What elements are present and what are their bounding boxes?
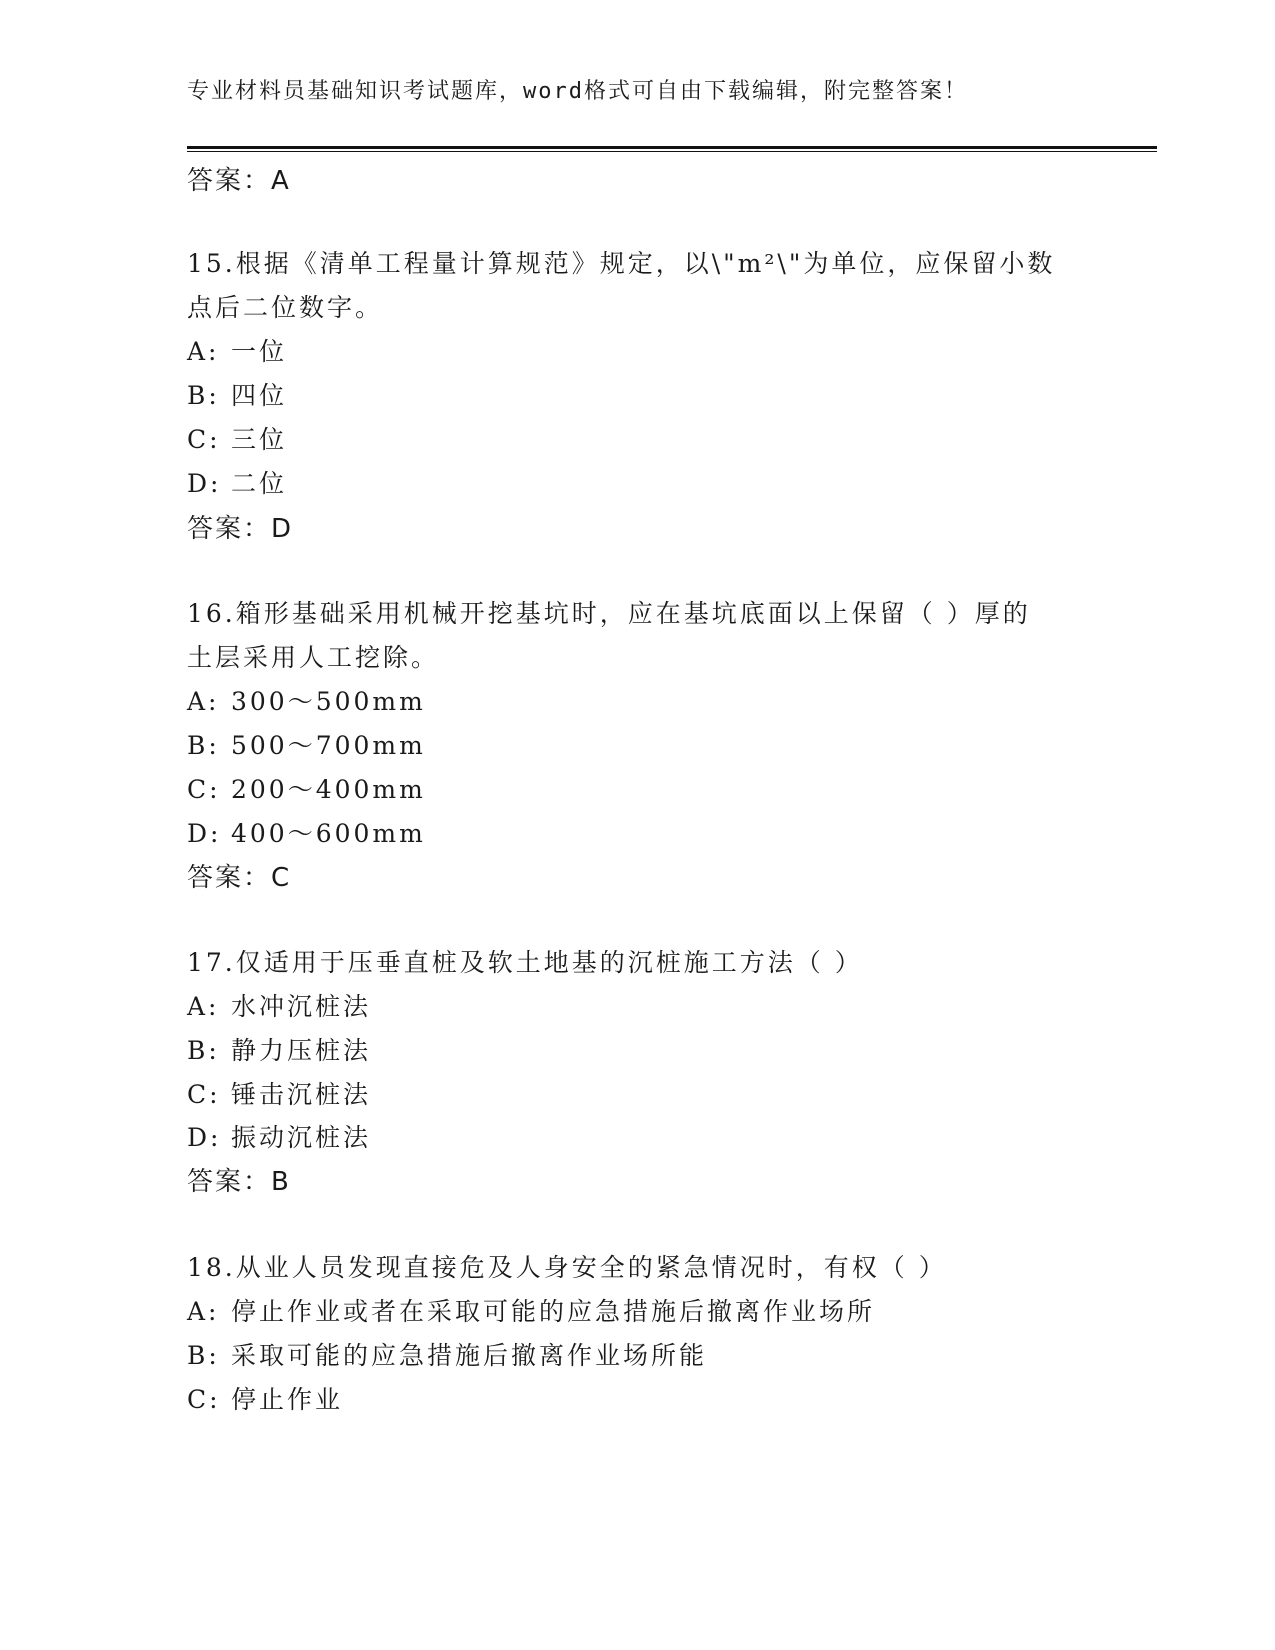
answer-17: 答案：B [187, 1167, 291, 1197]
option-label: A: [187, 337, 220, 366]
option-text: 200～400mm [231, 775, 426, 804]
option-text: 锤击沉桩法 [231, 1080, 372, 1109]
option-label: C: [187, 1080, 221, 1109]
option-text: 二位 [231, 469, 288, 498]
option-label: A: [187, 1297, 220, 1326]
option-text: 水冲沉桩法 [231, 992, 372, 1021]
question-15-option-b [187, 376, 287, 412]
option-text: 400～600mm [231, 819, 426, 848]
option-text: 静力压桩法 [231, 1036, 372, 1065]
question-18-option-b [187, 1336, 707, 1372]
question-17-line1: 17.仅适用于压垂直桩及软土地基的沉桩施工方法（ ） [187, 948, 863, 977]
question-15-line2: 点后二位数字。 [187, 293, 384, 322]
question-18-line1: 18.从业人员发现直接危及人身安全的紧急情况时，有权（ ） [187, 1253, 947, 1282]
question-17-option-c [187, 1075, 371, 1111]
option-text: 停止作业或者在采取可能的应急措施后撤离作业场所 [231, 1297, 876, 1326]
question-18-option-a [187, 1292, 875, 1328]
option-text: 振动沉桩法 [231, 1123, 372, 1152]
question-17-option-a [187, 987, 371, 1023]
option-label: B: [187, 731, 220, 760]
option-label: B: [187, 1036, 220, 1065]
answer-14: 答案：A [187, 166, 291, 196]
option-text: 采取可能的应急措施后撤离作业场所能 [231, 1341, 708, 1370]
answer-15: 答案：D [187, 514, 294, 544]
option-label: C: [187, 775, 221, 804]
option-text: 500～700mm [231, 731, 426, 760]
option-label: C: [187, 1385, 221, 1414]
question-15-option-c [187, 420, 287, 456]
question-15-option-d [187, 464, 287, 500]
option-label: D: [187, 819, 222, 848]
option-text: 三位 [231, 425, 288, 454]
question-17-option-b [187, 1031, 371, 1067]
question-16-option-c [187, 770, 426, 806]
question-17-option-d [187, 1118, 371, 1154]
option-label: D: [187, 1123, 222, 1152]
question-18-option-c [187, 1380, 343, 1416]
option-label: D: [187, 469, 222, 498]
page-header: 专业材料员基础知识考试题库，word格式可自由下载编辑，附完整答案！ [187, 79, 968, 104]
option-label: B: [187, 381, 220, 410]
option-label: C: [187, 425, 221, 454]
question-16-option-b [187, 726, 426, 762]
question-16-line2: 土层采用人工挖除。 [187, 643, 440, 672]
header-divider-thick [187, 146, 1157, 149]
header-divider-thin [187, 151, 1157, 152]
answer-16: 答案：C [187, 863, 292, 893]
option-label: A: [187, 992, 220, 1021]
question-16-option-a [187, 682, 426, 718]
question-16-line1: 16.箱形基础采用机械开挖基坑时，应在基坑底面以上保留（ ）厚的 [187, 599, 1031, 628]
option-text: 停止作业 [231, 1385, 344, 1414]
question-15-line1: 15.根据《清单工程量计算规范》规定，以\"m²\"为单位，应保留小数 [187, 249, 1056, 278]
option-label: B: [187, 1341, 220, 1370]
question-16-option-d [187, 814, 426, 850]
question-15-option-a [187, 332, 287, 368]
option-text: 四位 [231, 381, 288, 410]
option-text: 一位 [231, 337, 288, 366]
option-label: A: [187, 687, 220, 716]
option-text: 300～500mm [231, 687, 426, 716]
